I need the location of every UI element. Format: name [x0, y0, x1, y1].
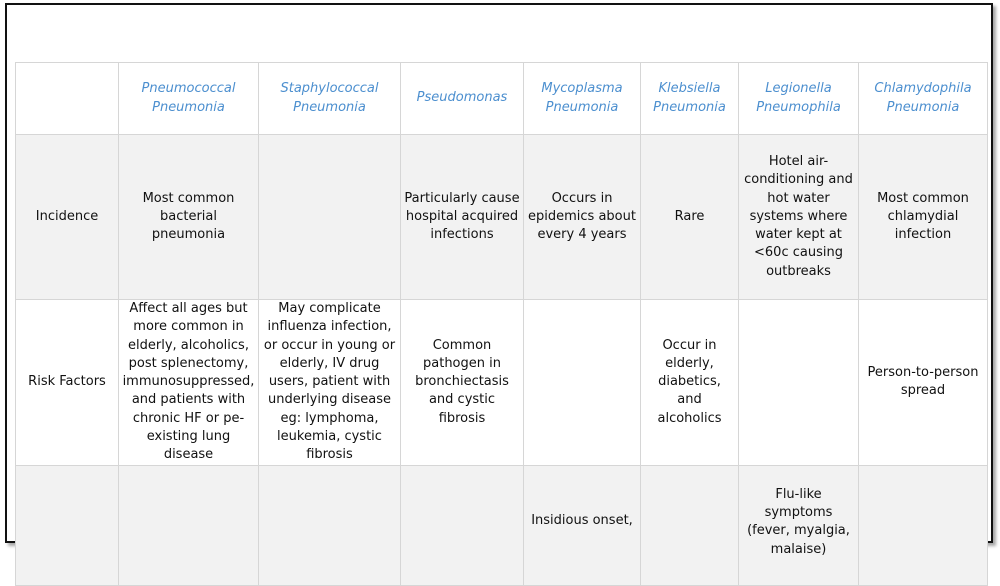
- table-cell: Person-to-person spread: [859, 300, 988, 466]
- table-cell: [524, 300, 641, 466]
- table-cell: May complicate influenza infection, or occur in young or elderly, IV drug users, patient with underlying disease eg: lymphoma, leukemia, cystic fibrosis: [259, 300, 401, 466]
- table-cell: Most common chlamydial infection: [859, 135, 988, 300]
- table-cell: Flu-like symptoms (fever, myalgia, malaise): [739, 465, 859, 585]
- header-cell-pneumococcal: Pneumococcal Pneumonia: [119, 63, 259, 135]
- header-cell-klebsiella: Klebsiella Pneumonia: [641, 63, 739, 135]
- table-row-partial: [16, 465, 988, 585]
- table-cell: Occur in elderly, diabetics, and alcoholics: [641, 300, 739, 466]
- row-label-incidence: Incidence: [16, 135, 119, 300]
- table-cell: Hotel air-conditioning and hot water systems where water kept at <60c causing outbreaks: [739, 135, 859, 300]
- table-cell: [739, 300, 859, 466]
- pneumonia-comparison-table: [15, 62, 988, 586]
- table-cell: Insidious onset,: [524, 465, 641, 585]
- row-label-risk-factors: Risk Factors: [16, 300, 119, 466]
- header-cell-chlamydophila: Chlamydophila Pneumonia: [859, 63, 988, 135]
- table-cell: Particularly cause hospital acquired infections: [401, 135, 524, 300]
- table-cell: Occurs in epidemics about every 4 years: [524, 135, 641, 300]
- header-row: [16, 63, 988, 135]
- table-cell: [859, 465, 988, 585]
- header-cell-mycoplasma: Mycoplasma Pneumonia: [524, 63, 641, 135]
- header-cell-legionella: Legionella Pneumophila: [739, 63, 859, 135]
- row-label-partial: [16, 465, 119, 585]
- header-cell-empty: [16, 63, 119, 135]
- table-cell: Affect all ages but more common in elderly, alcoholics, post splenectomy, immunosuppressed, and patients with chronic HF or pe-existing lung disease: [119, 300, 259, 466]
- table-cell: [259, 135, 401, 300]
- table-cell: [119, 465, 259, 585]
- header-cell-pseudomonas: Pseudomonas: [401, 63, 524, 135]
- table-cell: Common pathogen in bronchiectasis and cystic fibrosis: [401, 300, 524, 466]
- table-cell: [401, 465, 524, 585]
- table-row-incidence: [16, 135, 988, 300]
- table-cell: [641, 465, 739, 585]
- table-cell: Rare: [641, 135, 739, 300]
- table-row-risk-factors: [16, 300, 988, 466]
- header-cell-staphylococcal: Staphylococcal Pneumonia: [259, 63, 401, 135]
- table-cell: Most common bacterial pneumonia: [119, 135, 259, 300]
- table-cell: [259, 465, 401, 585]
